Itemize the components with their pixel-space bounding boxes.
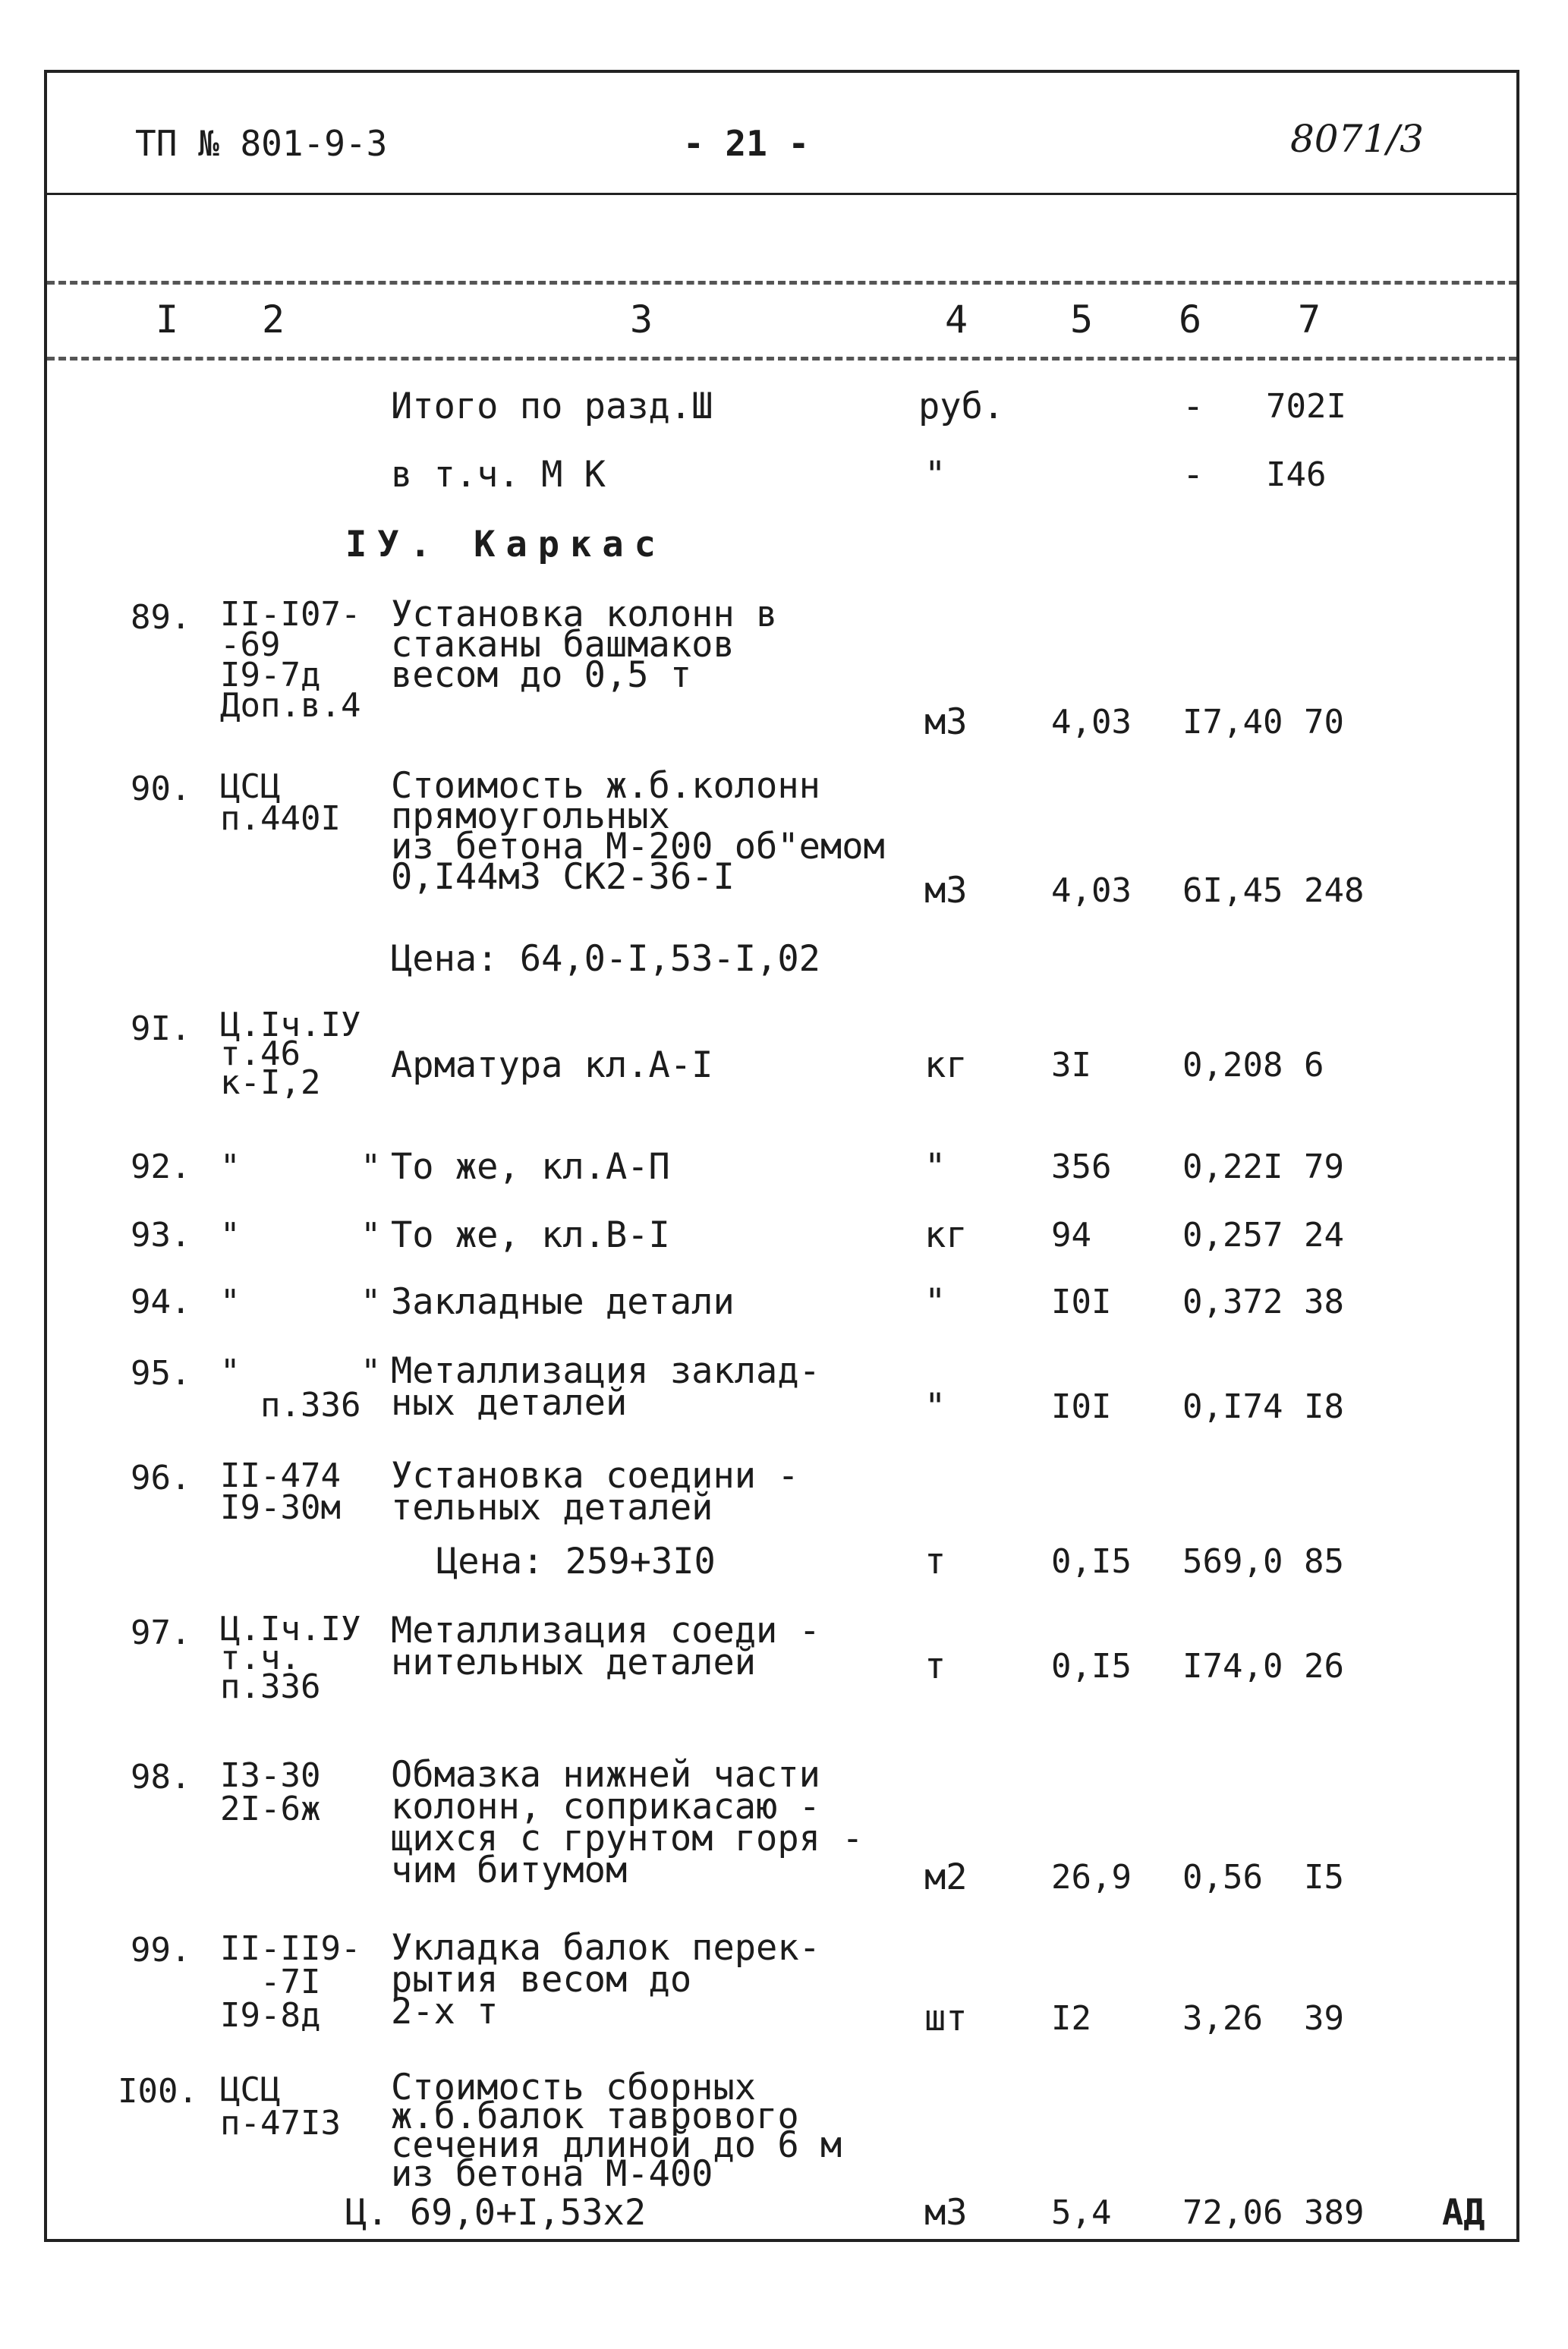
row-unit: т xyxy=(924,1645,946,1687)
row-unit: " xyxy=(924,1146,946,1188)
summary-total: I46 xyxy=(1266,455,1327,494)
col-header-6: 6 xyxy=(1179,298,1202,342)
row-unit: м3 xyxy=(924,870,968,912)
col-header-4: 4 xyxy=(945,298,968,342)
row-qty: 4,03 xyxy=(1051,703,1132,742)
row-code: Ц.Iч.IУ т.ч. п.336 xyxy=(220,1610,361,1706)
row-qty: 4,03 xyxy=(1051,871,1132,910)
row-number: 98. xyxy=(131,1758,191,1796)
row-unit: " xyxy=(924,1281,946,1323)
row-qty: I0I xyxy=(1051,1283,1112,1321)
summary-desc: Итого по разд.Ш xyxy=(391,386,713,427)
row-qty: 26,9 xyxy=(1051,1858,1132,1897)
summary-dash: - xyxy=(1182,454,1204,496)
row-desc: Металлизация соеди - нительных деталей xyxy=(391,1610,820,1683)
row-code: Ц.Iч.IУ т.46 к-I,2 xyxy=(220,1006,361,1102)
row-unit: кг xyxy=(924,1044,968,1086)
col-header-5: 5 xyxy=(1070,298,1094,342)
row-price: 0,22I xyxy=(1182,1148,1283,1186)
summary-total: 702I xyxy=(1266,387,1346,426)
row-code: " " xyxy=(220,1216,381,1255)
row-qty: I0I xyxy=(1051,1387,1112,1426)
row-code: II-I07- -69 I9-7д Доп.в.4 xyxy=(220,595,361,725)
summary-unit: руб. xyxy=(918,386,1005,427)
row-code: " " п.336 xyxy=(220,1352,381,1425)
row-qty: I2 xyxy=(1051,1999,1091,2038)
row-code: " " xyxy=(220,1283,381,1321)
row-code: I3-30 2I-6ж xyxy=(220,1756,321,1828)
row-price: 6I,45 xyxy=(1182,871,1283,910)
row-qty: 0,I5 xyxy=(1051,1542,1132,1581)
row-price-note: Ц. 69,0+I,53х2 xyxy=(345,2192,647,2234)
row-desc: Металлизация заклад- ных деталей xyxy=(391,1350,820,1424)
header-rule xyxy=(47,193,1516,195)
row-price: 569,0 xyxy=(1182,1542,1283,1581)
row-number: 94. xyxy=(131,1283,191,1321)
row-number: 99. xyxy=(131,1931,191,1970)
row-desc: Обмазка нижней части колонн, соприкасаю - щихся с грунтом горя - чим битумом xyxy=(391,1754,864,1891)
row-desc: Установка соедини - тельных деталей xyxy=(391,1455,799,1529)
row-code: " " xyxy=(220,1148,381,1186)
row-number: 89. xyxy=(131,598,191,637)
row-qty: 0,I5 xyxy=(1051,1647,1132,1686)
row-total: I5 xyxy=(1304,1858,1344,1897)
row-price: 0,372 xyxy=(1182,1283,1283,1321)
sheet-ref: 8071/3 xyxy=(1290,117,1424,161)
row-total: 38 xyxy=(1304,1283,1344,1321)
row-total: 79 xyxy=(1304,1148,1344,1186)
row-desc: Закладные детали xyxy=(391,1281,735,1323)
row-desc: Укладка балок перек- рытия весом до 2-х т xyxy=(391,1927,820,2033)
row-desc: Арматура кл.А-I xyxy=(391,1044,713,1086)
row-qty: 3I xyxy=(1051,1046,1091,1085)
row-price: 0,I74 xyxy=(1182,1387,1283,1426)
row-unit: м3 xyxy=(924,2192,968,2234)
row-price: 0,56 xyxy=(1182,1858,1263,1897)
row-qty: 94 xyxy=(1051,1216,1091,1255)
col-header-7: 7 xyxy=(1298,298,1321,342)
row-desc: Стоимость сборных ж.б.балок таврового сечения длиной до 6 м из бетона М-400 xyxy=(391,2067,842,2195)
column-header-top-rule xyxy=(47,281,1516,285)
row-unit: м3 xyxy=(924,701,968,743)
row-unit: шт xyxy=(924,1998,968,2039)
summary-desc: в т.ч. М К xyxy=(391,454,606,496)
row-desc: То же, кл.В-I xyxy=(391,1214,670,1256)
row-total: 26 xyxy=(1304,1647,1344,1686)
col-header-3: 3 xyxy=(630,298,653,342)
row-price: 0,257 xyxy=(1182,1216,1283,1255)
row-number: 96. xyxy=(131,1459,191,1497)
page-number: - 21 - xyxy=(683,123,810,164)
summary-unit: " xyxy=(924,454,946,496)
row-qty: 5,4 xyxy=(1051,2193,1112,2232)
row-number: 95. xyxy=(131,1354,191,1393)
row-desc: То же, кл.А-П xyxy=(391,1146,670,1188)
row-unit: т xyxy=(924,1541,946,1582)
row-number: 90. xyxy=(131,770,191,808)
column-header-bottom-rule xyxy=(47,357,1516,361)
row-desc: Стоимость ж.б.колонн прямоугольных из бетона М-200 об"емом 0,I44м3 СК2-36-I xyxy=(391,765,885,898)
row-total: 24 xyxy=(1304,1216,1344,1255)
col-header-2: 2 xyxy=(262,298,285,342)
margin-mark: АД xyxy=(1442,2192,1485,2234)
row-total: 39 xyxy=(1304,1999,1344,2038)
row-price: 0,208 xyxy=(1182,1046,1283,1085)
col-header-1: I xyxy=(156,298,179,342)
row-desc: Установка колонн в стаканы башмаков весом до 0,5 т xyxy=(391,594,778,696)
row-unit: " xyxy=(924,1386,946,1428)
row-total: 6 xyxy=(1304,1046,1324,1085)
row-price: 72,06 xyxy=(1182,2193,1283,2232)
row-total: I8 xyxy=(1304,1387,1344,1426)
row-total: 70 xyxy=(1304,703,1344,742)
row-number: I00. xyxy=(118,2072,198,2111)
row-code: ЦСЦ п-47I3 xyxy=(220,2070,341,2143)
row-total: 248 xyxy=(1304,871,1365,910)
row-number: 9I. xyxy=(131,1009,191,1048)
row-price-note: Цена: 259+3I0 xyxy=(436,1541,716,1582)
row-number: 97. xyxy=(131,1614,191,1652)
row-code: II-474 I9-30м xyxy=(220,1456,341,1527)
row-unit: м2 xyxy=(924,1856,968,1898)
row-price: 3,26 xyxy=(1182,1999,1263,2038)
row-price: I74,0 xyxy=(1182,1647,1283,1686)
summary-dash: - xyxy=(1182,386,1204,427)
row-price: I7,40 xyxy=(1182,703,1283,742)
row-qty: 356 xyxy=(1051,1148,1112,1186)
row-total: 85 xyxy=(1304,1542,1344,1581)
row-code: II-II9- -7I I9-8д xyxy=(220,1929,361,2035)
row-unit: кг xyxy=(924,1214,968,1256)
row-number: 92. xyxy=(131,1148,191,1186)
row-code: ЦСЦ п.440I xyxy=(220,767,341,838)
row-price-note: Цена: 64,0-I,53-I,02 xyxy=(391,938,820,980)
row-number: 93. xyxy=(131,1216,191,1255)
doc-code: ТП № 801-9-3 xyxy=(135,123,388,164)
section-title: IУ. Каркас xyxy=(345,524,666,565)
row-total: 389 xyxy=(1304,2193,1365,2232)
